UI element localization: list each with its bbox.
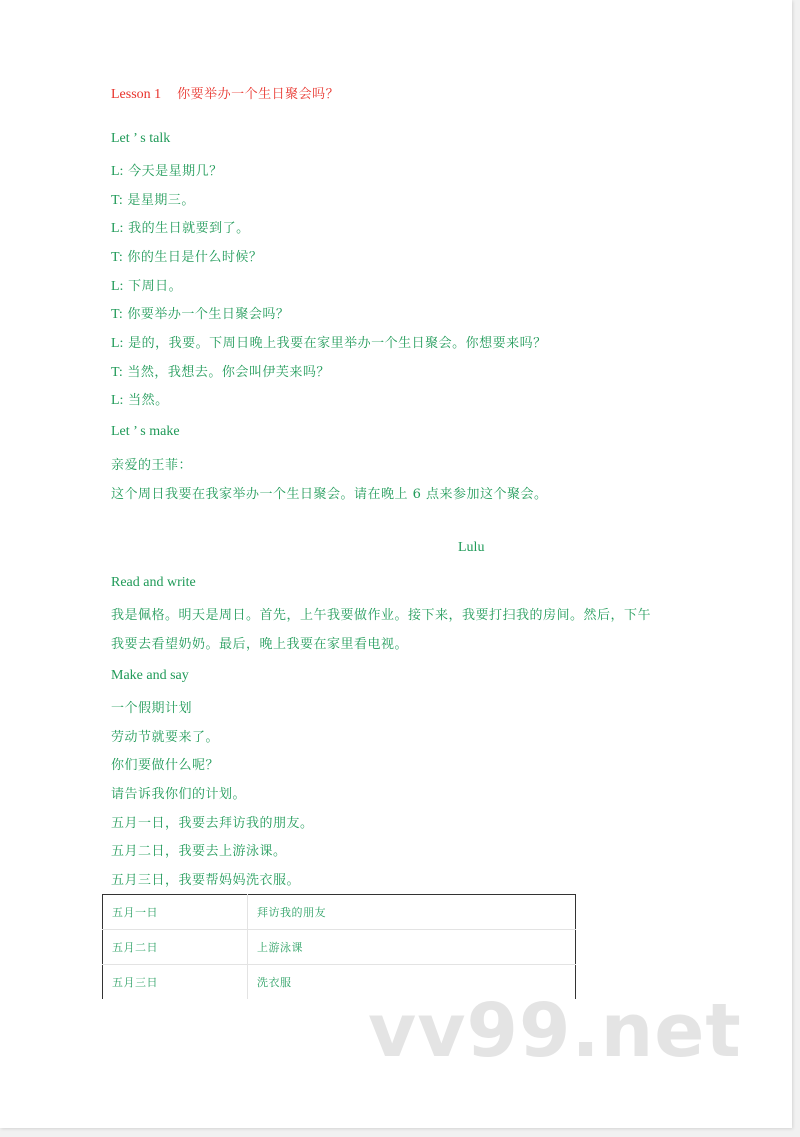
speaker-label: T: (111, 193, 123, 208)
table-row (103, 895, 576, 930)
say-line: 五月三日，我要帮妈妈洗衣服。 (111, 873, 301, 888)
date-cell: 五月三日 (103, 965, 248, 1000)
dialogue-text: 是星期三。 (127, 193, 195, 208)
lesson-title (111, 83, 339, 103)
dialogue-text: 你的生日是什么时候？ (127, 250, 263, 265)
dialogue-line (111, 217, 250, 237)
letter-body: 这个周日我要在我家举办一个生日聚会。请在晚上 6 点来参加这个聚会。 (111, 487, 548, 502)
letter-greeting: 亲爱的王菲： (111, 458, 193, 473)
plan-cell: 洗衣服 (257, 976, 292, 989)
say-line: 五月一日，我要去拜访我的朋友。 (111, 816, 314, 831)
dialogue-line (111, 361, 330, 381)
dialogue-line (111, 275, 182, 295)
speaker-label: T: (111, 307, 123, 322)
speaker-label: L: (111, 393, 124, 408)
holiday-plan-table (102, 894, 576, 999)
speaker-label: T: (111, 365, 123, 380)
say-line: 请告诉我你们的计划。 (111, 787, 247, 802)
dialogue-text: 今天是星期几？ (128, 164, 223, 179)
dialogue-text: 我的生日就要到了。 (128, 221, 250, 236)
dialogue-line (111, 189, 195, 209)
dialogue-line (111, 246, 262, 266)
read-paragraph-line: 我要去看望奶奶。最后，晚上我要在家里看电视。 (111, 637, 409, 652)
say-line: 五月二日，我要去上游泳课。 (111, 844, 287, 859)
make-heading: Let ’ s make (111, 424, 180, 439)
dialogue-text: 当然，我想去。你会叫伊芙来吗？ (127, 365, 330, 380)
speaker-label: L: (111, 164, 124, 179)
speaker-label: L: (111, 221, 124, 236)
talk-heading: Let ’ s talk (111, 131, 171, 146)
plan-cell: 上游泳课 (248, 930, 576, 965)
dialogue-line (111, 160, 223, 180)
date-cell: 五月一日 (103, 895, 248, 930)
dialogue-line (111, 389, 169, 409)
dialogue-text: 下周日。 (128, 279, 183, 294)
date-cell: 五月二日 (103, 930, 248, 965)
read-heading: Read and write (111, 575, 196, 590)
dialogue-line (111, 332, 547, 352)
dialogue-text: 当然。 (128, 393, 169, 408)
speaker-label: T: (111, 250, 123, 265)
speaker-label: L: (111, 336, 124, 351)
lesson-number: Lesson 1 (111, 87, 162, 102)
plan-cell: 拜访我的朋友 (248, 895, 576, 930)
say-line: 劳动节就要来了。 (111, 730, 220, 745)
dialogue-text: 你要举办一个生日聚会吗？ (127, 307, 290, 322)
say-heading: Make and say (111, 668, 189, 683)
table-row (103, 930, 576, 965)
read-paragraph-line: 我是佩格。明天是周日。首先，上午我要做作业。接下来，我要打扫我的房间。然后，下午 (111, 608, 652, 623)
speaker-label: L: (111, 279, 124, 294)
dialogue-text: 是的，我要。下周日晚上我要在家里举办一个生日聚会。你想要来吗？ (128, 336, 547, 351)
lesson-title-text: 你要举办一个生日聚会吗？ (177, 87, 340, 102)
say-line: 一个假期计划 (111, 701, 193, 716)
say-line: 你们要做什么呢？ (111, 758, 220, 773)
watermark: vv99.net (368, 988, 742, 1074)
letter-signature: Lulu (458, 540, 485, 555)
dialogue-line (111, 303, 289, 323)
